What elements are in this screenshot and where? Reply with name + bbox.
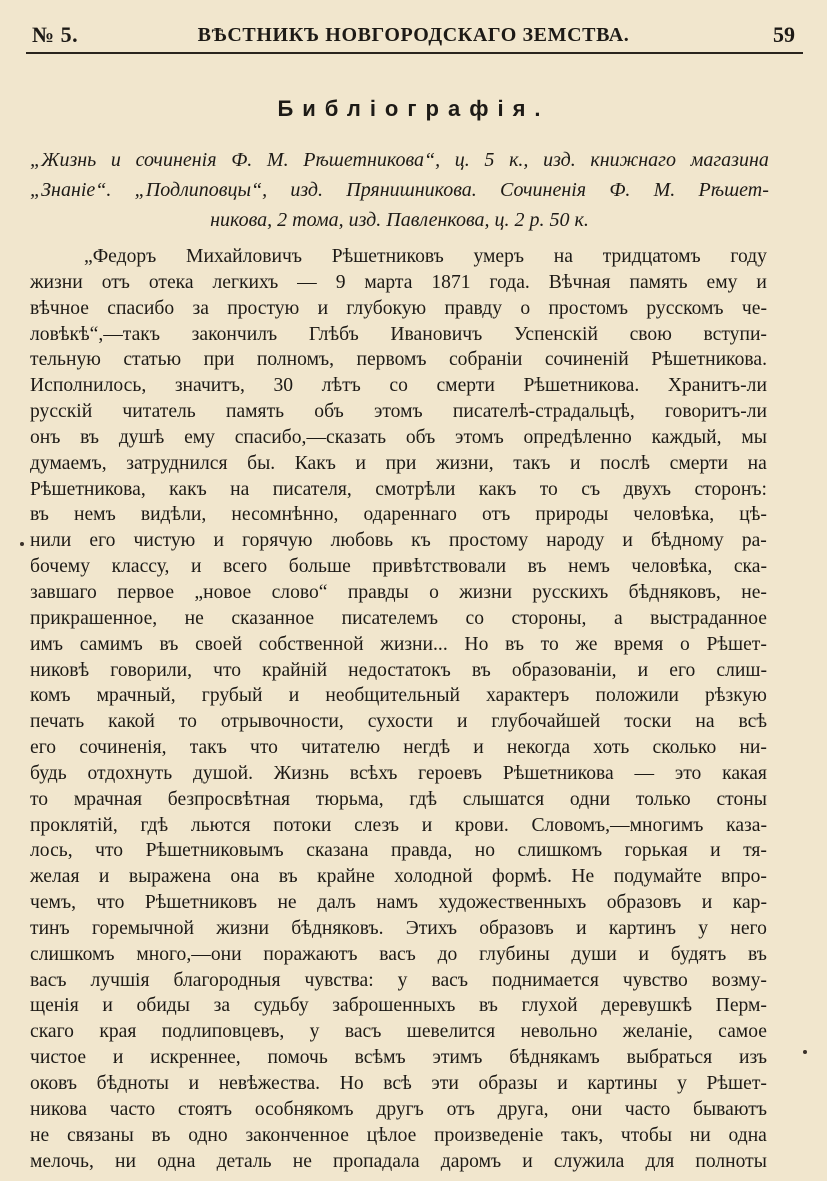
text-line (30, 322, 767, 348)
print-speck (20, 542, 24, 546)
text-line (30, 864, 767, 890)
text-line-content: „Федоръ Михайловичъ Рѣшетниковъ умеръ на тридцатомъ году (84, 246, 767, 267)
text-line-content: мелочь, ни одна деталь не пропадала даромъ и служила для полноты (30, 1150, 767, 1172)
text-line-content: комъ мрачный, грубый и необщительный характеръ положили рѣзкую (30, 685, 767, 707)
text-line-content: тельную статью при полномъ, первомъ собраніи сочиненій Рѣшетникова. (30, 349, 767, 371)
header-rule (26, 52, 803, 54)
journal-title: ВѢСТНИКЪ НОВГОРОДСКАГО ЗЕМСТВА. (197, 24, 630, 46)
text-line-content: прикрашенное, не сказанное писателемъ со стороны, а выстраданное (30, 607, 767, 629)
text-line (30, 477, 767, 503)
text-line-content: никовѣ говорили, что крайній недостатокъ въ образованіи, и его слиш- (30, 659, 767, 681)
text-line-content: его сочиненія, такъ что читателю негдѣ и некогда хоть сколько ни- (30, 737, 767, 759)
text-line-content: оковъ бѣдноты и невѣжества. Но всѣ эти образы и картины у Рѣшет- (30, 1073, 767, 1094)
text-line (30, 658, 767, 684)
text-line (30, 813, 767, 839)
text-line (30, 916, 767, 942)
text-line-content: тинъ горемычной жизни бѣдняковъ. Этихъ образовъ и картинъ у него (30, 917, 767, 939)
text-line-content: ловѣкѣ“,—такъ закончилъ Глѣбъ Ивановичъ Успенскій свою вступи- (30, 323, 767, 345)
text-line (30, 632, 767, 658)
text-line (30, 270, 767, 296)
bibliography-line-text: „Жизнь и сочиненія Ф. М. Рѣшетникова“, ц. 5 к., изд. книжнаго магазина (30, 149, 769, 171)
text-line (30, 1019, 767, 1045)
text-line-content: будь отдохнуть душой. Жизнь всѣхъ героевъ Рѣшетникова — это какая (30, 762, 767, 784)
text-line-content: не связаны въ одно законченное цѣлое произведеніе такъ, чтобы ни одна (30, 1124, 767, 1146)
text-line (30, 683, 767, 709)
bibliography-line-text: никова, 2 тома, изд. Павленкова, ц. 2 р. 50 к. (210, 209, 589, 231)
text-line-content: скаго края подлиповцевъ, у васъ шевелится невольно желаніе, самое (30, 1021, 767, 1043)
bibliography-line (30, 205, 769, 235)
text-line (30, 347, 767, 373)
text-line-content: васъ лучшія благородныя чувства: у васъ поднимается чувство возму- (30, 969, 767, 991)
text-line-content: слишкомъ много,—они поражаютъ васъ до глубины души и будятъ въ (30, 943, 767, 965)
text-line-content: то мрачная безпросвѣтная тюрьма, гдѣ слышатся одни только стоны (30, 788, 767, 810)
text-line (30, 502, 767, 528)
article-body (30, 244, 767, 1174)
text-line (30, 890, 767, 916)
text-line (30, 761, 767, 787)
text-line (30, 425, 767, 451)
text-line (30, 451, 767, 477)
text-line (30, 528, 767, 554)
text-line (30, 787, 767, 813)
text-line-content: онъ въ душѣ ему спасибо,—сказать объ этомъ опредѣленно каждый, мы (30, 426, 767, 448)
text-line-content: проклятій, гдѣ льются потоки слезъ и крови. Словомъ,—многимъ каза- (30, 814, 767, 836)
bibliography-line (30, 145, 769, 175)
text-line-content: вѣчное спасибо за простую и глубокую правду о простомъ русскомъ че- (30, 297, 767, 319)
text-line-content: русскій читатель память объ этомъ писателѣ-страдальцѣ, говоритъ-ли (30, 401, 767, 423)
text-line-content: желая и выражена она въ крайне холодной формѣ. Не подумайте впро- (30, 866, 767, 888)
text-line-content: бочему классу, и всего больше привѣтствовали въ немъ человѣка, ска- (30, 556, 767, 578)
section-title: Библіографія. (277, 96, 550, 121)
text-line (30, 1149, 767, 1175)
text-line-content: чемъ, что Рѣшетниковъ не далъ намъ художественныхъ образовъ и кар- (30, 892, 767, 914)
text-line (30, 399, 767, 425)
text-line-content: завшаго первое „новое слово“ правды о жизни русскихъ бѣдняковъ, не- (30, 581, 767, 603)
print-speck (803, 1050, 807, 1054)
text-line (30, 838, 767, 864)
text-line (30, 968, 767, 994)
text-line (30, 244, 767, 270)
text-line-content: жизни отъ отека легкихъ — 9 марта 1871 года. Вѣчная память ему и (30, 271, 767, 293)
text-line-content: чистое и искреннее, помочь всѣмъ этимъ бѣднякамъ выбраться изъ (30, 1047, 767, 1069)
running-header (28, 22, 799, 50)
text-line-content: щенія и обиды за судьбу заброшенныхъ въ глухой деревушкѣ Перм- (30, 995, 767, 1017)
text-line-content: никова часто стоятъ особнякомъ другъ отъ друга, они часто бываютъ (30, 1098, 767, 1120)
text-line (30, 1071, 767, 1097)
text-line-content: лось, что Рѣшетниковымъ сказана правда, но слишкомъ горькая и тя- (30, 840, 767, 862)
text-line (30, 1097, 767, 1123)
text-line (30, 296, 767, 322)
bibliography-line (30, 175, 769, 205)
text-line (30, 580, 767, 606)
text-line-content: думаемъ, затруднился бы. Какъ и при жизни, такъ и послѣ смерти на (30, 452, 767, 474)
text-line (30, 606, 767, 632)
text-line-content: въ немъ видѣли, несомнѣнно, одареннаго отъ природы человѣка, цѣ- (30, 504, 767, 526)
text-line (30, 1123, 767, 1149)
text-line (30, 735, 767, 761)
text-line (30, 942, 767, 968)
text-line (30, 709, 767, 735)
text-line-content: имъ самимъ въ своей собственной жизни... Но въ то же время о Рѣшет- (30, 633, 767, 655)
text-line (30, 1045, 767, 1071)
text-line-content: печать какой то отрывочности, сухости и глубочайшей тоски на всѣ (30, 711, 767, 733)
text-line (30, 993, 767, 1019)
bibliography-entry (30, 145, 769, 235)
page-number: 59 (773, 22, 795, 47)
text-line (30, 554, 767, 580)
text-line-content: Исполнилось, значитъ, 30 лѣтъ со смерти Рѣшетникова. Хранитъ-ли (30, 375, 767, 397)
issue-number: № 5. (32, 22, 79, 47)
text-line (30, 373, 767, 399)
bibliography-line-text: „Знаніе“. „Подлиповцы“, изд. Прянишникова. Сочиненія Ф. М. Рѣшет- (30, 179, 769, 201)
text-line-content: нили его чистую и горячую любовь къ простому народу и бѣдному ра- (30, 530, 767, 552)
text-line-content: Рѣшетникова, какъ на писателя, смотрѣли какъ то съ двухъ сторонъ: (30, 478, 767, 500)
